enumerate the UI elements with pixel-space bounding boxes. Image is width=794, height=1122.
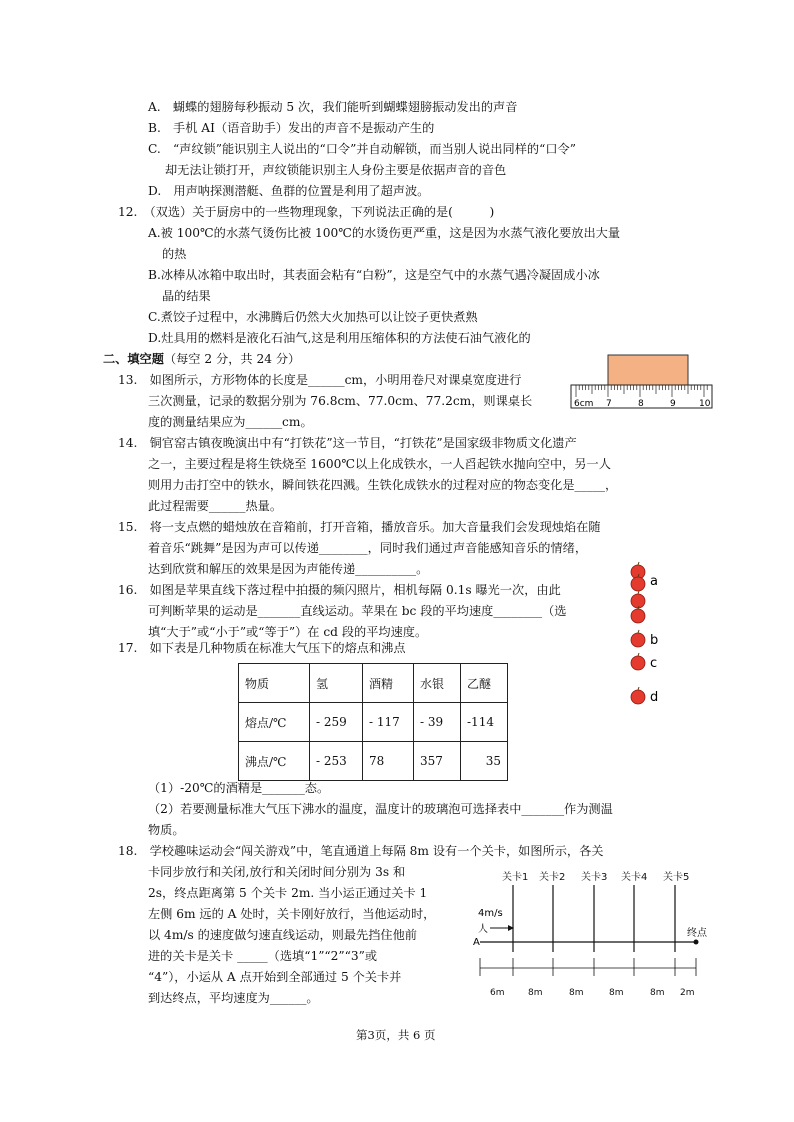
table-row <box>239 742 508 781</box>
option-c-line: C. “声纹锁”能识别主人说出的“口令”并自动解锁，而当别人说出同样的“口令” <box>148 142 576 156</box>
apple-icon <box>631 606 645 623</box>
person-label: 人 <box>478 924 488 935</box>
question-14-line3: 则用力击打空中的铁水，瞬间铁花四溅。生铁化成铁水的过程对应的物态变化是_____， <box>148 478 618 492</box>
question-13: 13. 如图所示，方形物体的长度是______cm，小明用卷尺对课桌宽度进行 <box>118 373 522 387</box>
table-cell: 水银 <box>414 664 461 703</box>
option-a-line: A. 蝴蝶的翅膀每秒振动 5 次，我们能听到蝴蝶翅膀振动发出的声音 <box>148 100 518 114</box>
table-cell: -114 <box>461 703 508 742</box>
apple-icon <box>631 591 645 608</box>
section-note: （每空 2 分，共 24 分） <box>163 352 301 366</box>
table-cell: 乙醚 <box>461 664 508 703</box>
end-label: 终点 <box>687 928 707 939</box>
q12-option-a: A.被 100℃的水蒸气烫伤比被 100℃的水烫伤更严重，这是因为水蒸气液化要放出大量 <box>148 226 621 240</box>
ruler-label-9: 9 <box>670 399 676 409</box>
q17-sub3: 物质。 <box>148 823 185 837</box>
question-18-line3: 2s，终点距离第 5 个关卡 2m. 当小运正通过关卡 1 <box>148 886 428 900</box>
ruler-figure <box>570 352 718 412</box>
melting-boiling-table <box>238 663 508 781</box>
question-18: 18. 学校趣味运动会“闯关游戏”中，笔直通道上每隔 8m 设有一个关卡，如图所示，各关 <box>118 844 604 858</box>
table-cell: - 39 <box>414 703 461 742</box>
q12-option-d: D.灶具用的燃料是液化石油气,这是利用压缩体积的方法使石油气液化的 <box>148 331 531 345</box>
q12-option-b: B.冰棒从冰箱中取出时，其表面会粘有“白粉”，这是空气中的水蒸气遇冷凝固成小冰 <box>148 268 600 282</box>
apple-label-d: d <box>650 690 659 705</box>
table-cell: 35 <box>461 742 508 781</box>
distance-label: 2m <box>680 988 695 998</box>
q12-option-a-cont: 的热 <box>162 247 187 261</box>
q12-option-c: C.煮饺子过程中，水沸腾后仍然大火加热可以让饺子更快煮熟 <box>148 310 478 324</box>
question-18-line4: 左侧 6m 远的 A 处时，关卡刚好放行，当他运动时， <box>148 907 436 921</box>
distance-label: 8m <box>650 988 665 998</box>
apple-strobe-figure <box>626 560 676 710</box>
distance-label: 8m <box>569 988 584 998</box>
q17-sub2: （2）若要测量标准大气压下沸水的温度，温度计的玻璃泡可选择表中_______作为测温 <box>148 802 613 816</box>
section-title-text: 二、填空题 <box>103 352 164 366</box>
endpoint-dot <box>694 940 699 945</box>
page-footer: 第3页，共 6 页 <box>356 1028 436 1042</box>
question-13-line2: 三次测量，记录的数据分别为 76.8cm、77.0cm、77.2cm，则课桌长 <box>148 394 533 408</box>
question-13-line3: 度的测量结果应为______cm。 <box>148 415 313 429</box>
table-cell: 物质 <box>239 664 310 703</box>
speed-label: 4m/s <box>478 908 503 919</box>
table-cell: 酒精 <box>363 664 414 703</box>
apple-icon <box>631 653 645 670</box>
table-cell: 氢 <box>310 664 363 703</box>
question-17: 17. 如下表是几种物质在标准大气压下的熔点和沸点 <box>118 641 406 655</box>
ruler-label-7: 7 <box>606 399 612 409</box>
table-row <box>239 703 508 742</box>
question-14-line2: 之一，主要过程是将生铁烧至 1600℃以上化成铁水，一人舀起铁水抛向空中，另一人 <box>148 457 611 471</box>
table-cell: 78 <box>363 742 414 781</box>
question-18-line6: 进的关卡是关卡 _____（选填“1”“2”“3”或 <box>148 949 378 963</box>
option-c-line2: 却无法让锁打开，声纹锁能识别主人身份主要是依据声音的音色 <box>165 163 507 177</box>
gate-label-4: 关卡4 <box>621 872 648 883</box>
gate-label-1: 关卡1 <box>502 872 529 883</box>
ruler-label-6: 6cm <box>574 399 594 409</box>
table-cell: - 253 <box>310 742 363 781</box>
gates-figure <box>468 860 724 1000</box>
table-cell: 熔点/℃ <box>239 703 310 742</box>
ruler-label-10: 10 <box>699 399 711 409</box>
q12-option-b-cont: 晶的结果 <box>162 289 211 303</box>
question-16-line2: 可判断苹果的运动是_______直线运动。苹果在 bc 段的平均速度________（选 <box>148 604 567 618</box>
apple-label-a: a <box>650 574 658 589</box>
distance-label: 8m <box>609 988 624 998</box>
question-18-line2: 卡同步放行和关闭,放行和关闭时间分别为 3s 和 <box>148 865 406 879</box>
option-b-line: B. 手机 AI（语音助手）发出的声音不是振动产生的 <box>148 121 435 135</box>
gate-label-2: 关卡2 <box>539 872 566 883</box>
measured-block <box>608 355 688 385</box>
question-18-line8: 到达终点，平均速度为______。 <box>148 991 319 1005</box>
q17-sub1: （1）-20℃的酒精是_______态。 <box>148 781 330 795</box>
option-d-line: D. 用声呐探测潜艇、鱼群的位置是利用了超声波。 <box>148 184 430 198</box>
ruler-label-8: 8 <box>638 399 644 409</box>
question-15-line2: 着音乐“跳舞”是因为声可以传递________，同时我们通过声音能感知音乐的情绪， <box>148 541 588 555</box>
distance-label: 8m <box>528 988 543 998</box>
section-title <box>103 351 300 367</box>
apple-icon <box>631 687 645 704</box>
question-18-line5: 以 4m/s 的速度做匀速直线运动，则最先挡住他前 <box>148 928 417 942</box>
question-15-line3: 达到欣赏和解压的效果是因为声能传递__________。 <box>148 562 429 576</box>
table-cell: - 259 <box>310 703 363 742</box>
question-15: 15. 将一支点燃的蜡烛放在音箱前，打开音箱，播放音乐。加大音量我们会发现烛焰在随 <box>118 520 601 534</box>
apple-icon <box>631 630 645 647</box>
table-header-row <box>239 664 508 703</box>
distance-label: 6m <box>490 988 505 998</box>
question-18-line7: “4”），小运从 A 点开始到全部通过 5 个关卡并 <box>148 970 402 984</box>
question-14-line4: 此过程需要______热量。 <box>148 499 283 513</box>
question-16-line3: 填“大于”或“小于”或“等于”）在 cd 段的平均速度。 <box>148 625 428 639</box>
gate-label-5: 关卡5 <box>663 872 690 883</box>
apple-label-c: c <box>650 656 658 671</box>
question-14: 14. 铜官窑古镇夜晚演出中有“打铁花”这一节目，“打铁花”是国家级非物质文化遗产 <box>118 436 577 450</box>
table-cell: 沸点/℃ <box>239 742 310 781</box>
table-cell: - 117 <box>363 703 414 742</box>
point-a-label: A <box>473 937 480 948</box>
apple-label-b: b <box>650 633 659 648</box>
table-cell: 357 <box>414 742 461 781</box>
gate-label-3: 关卡3 <box>581 872 608 883</box>
question-12: 12. （双选）关于厨房中的一些物理现象，下列说法正确的是( ) <box>118 205 495 219</box>
question-16: 16. 如图是苹果直线下落过程中拍摄的频闪照片，相机每隔 0.1s 曝光一次，由此 <box>118 583 561 597</box>
